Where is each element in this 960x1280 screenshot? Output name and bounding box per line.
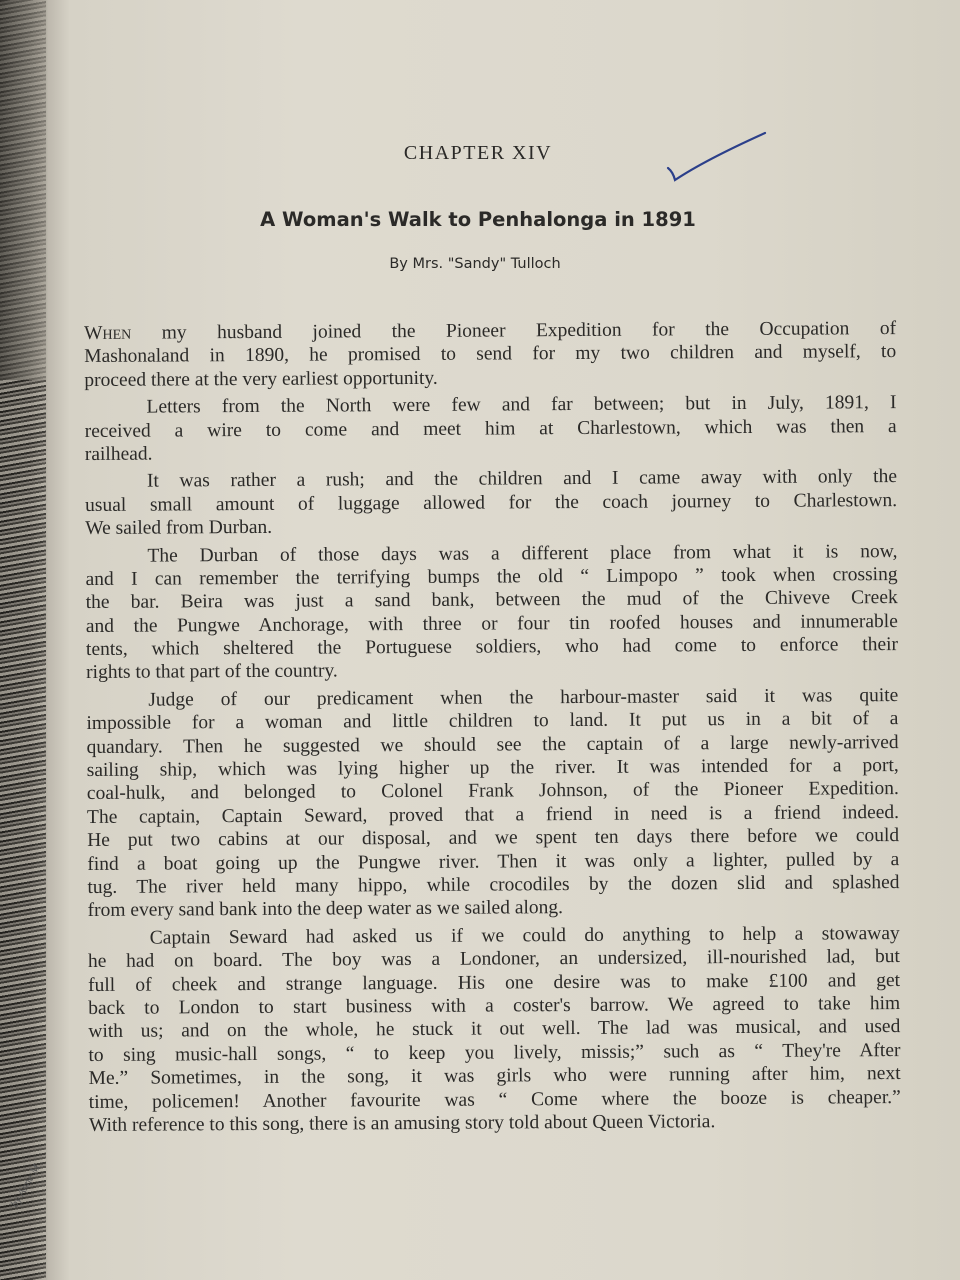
text-line: tug. The river held many hippo, while crocodiles by the dozen slid and splashed (87, 872, 900, 898)
drop-lead-word: When (84, 322, 132, 344)
paragraph (86, 684, 899, 923)
text-line: and the Pungwe Anchorage, with three or four tin roofed houses and innumerable (85, 610, 898, 637)
text-line-rest: my husband joined the Pioneer Expedition for the Occupation of (131, 318, 897, 344)
text-line: coal-hulk, and belonged to Colonel Frank Johnson, of the Pioneer Expedition. (86, 778, 899, 805)
text-line: proceed there at the very earliest opportunity. (84, 367, 438, 391)
paragraph (85, 465, 897, 540)
text-line: impossible for a woman and little children to land. It put us in a bit of a (86, 708, 899, 735)
text-line: received a wire to come and meet him at Charlestown, which was then a (84, 415, 897, 442)
text-line: It was rather a rush; and the children and I came away with only the (146, 466, 898, 492)
text-line: the bar. Beira was just a sand bank, between the mud of the Chiveve Creek (85, 587, 898, 614)
text-line: to sing music-hall songs, “ to keep you lively, missis;” such as “ They're After (88, 1039, 901, 1066)
text-line: and I can remember the terrifying bumps the old “ Limpopo ” took when crossing (85, 563, 898, 590)
text-line: usual small amount of luggage allowed for the coach journey to Charlestown. (85, 489, 898, 516)
byline-text: By Mrs. "Sandy" Tulloch (389, 256, 561, 272)
body-text (84, 317, 901, 1141)
paragraph (84, 391, 896, 466)
text-line: Mashonaland in 1890, he promised to send for my two children and myself, to (84, 341, 897, 368)
text-line: find a boat going up the Pungwe river. Then it was only a lighter, pulled by a (87, 848, 900, 875)
text-line: full of cheek and strange language. His one desire was to make £100 and get (87, 969, 901, 996)
chapter-title-text: A Woman's Walk to Penhalonga in 1891 (260, 208, 696, 231)
text-line: Captain Seward had asked us if we could do anything to help a stowaway (149, 922, 900, 949)
text-line: quandary. Then he suggested we should see the captain of a large newly-arrived (86, 731, 899, 758)
text-line: sailing ship, which was lying higher up the river. It was intended for a port, (86, 755, 899, 782)
text-line: from every sand bank into the deep water as we sailed along. (87, 897, 564, 922)
text-line: We sailed from Durban. (85, 516, 273, 540)
paragraph (85, 540, 898, 685)
chapter-title (0, 208, 960, 231)
text-line: he had on board. The boy was a Londoner, an undersized, ill-nourished lad, but (87, 946, 900, 973)
text-line: tents, which sheltered the Portuguese soldiers, who had come to enforce their (85, 634, 899, 661)
text-line: The Durban of those days was a different place from what it is now, (147, 540, 898, 567)
text-line: time, policemen! Another favourite was “ Come where the booze is cheaper.” (88, 1086, 901, 1113)
text-line: railhead. (84, 443, 153, 465)
byline (0, 256, 960, 272)
illustration-signature: by Anne M (8, 1162, 43, 1210)
text-line: Me.” Sometimes, in the song, it was girls who were running after him, next (88, 1063, 901, 1090)
paragraph (88, 922, 901, 1137)
chapter-heading-text: CHAPTER XIV (403, 142, 553, 164)
text-line: Judge of our predicament when the harbour-master said it was quite (148, 684, 899, 711)
chapter-heading (0, 142, 960, 165)
text-line: rights to that part of the country. (86, 660, 338, 684)
text-line: back to London to start business with a coster's barrow. We agreed to take him (88, 992, 901, 1019)
text-line: He put two cabins at our disposal, and we spent ten days there before we could (87, 825, 900, 852)
facing-page-edge (0, 0, 46, 380)
text-line: Letters from the North were few and far between; but in July, 1891, I (146, 392, 897, 418)
text-line: with us; and on the whole, he stuck it out well. The lad was musical, and used (88, 1016, 901, 1043)
pen-checkmark-icon (665, 130, 775, 185)
text-line: The captain, Captain Seward, proved that a friend in need is a friend indeed. (86, 801, 900, 828)
paragraph (84, 317, 896, 392)
text-line: With reference to this song, there is an amusing story told about Queen Victoria. (88, 1111, 716, 1136)
